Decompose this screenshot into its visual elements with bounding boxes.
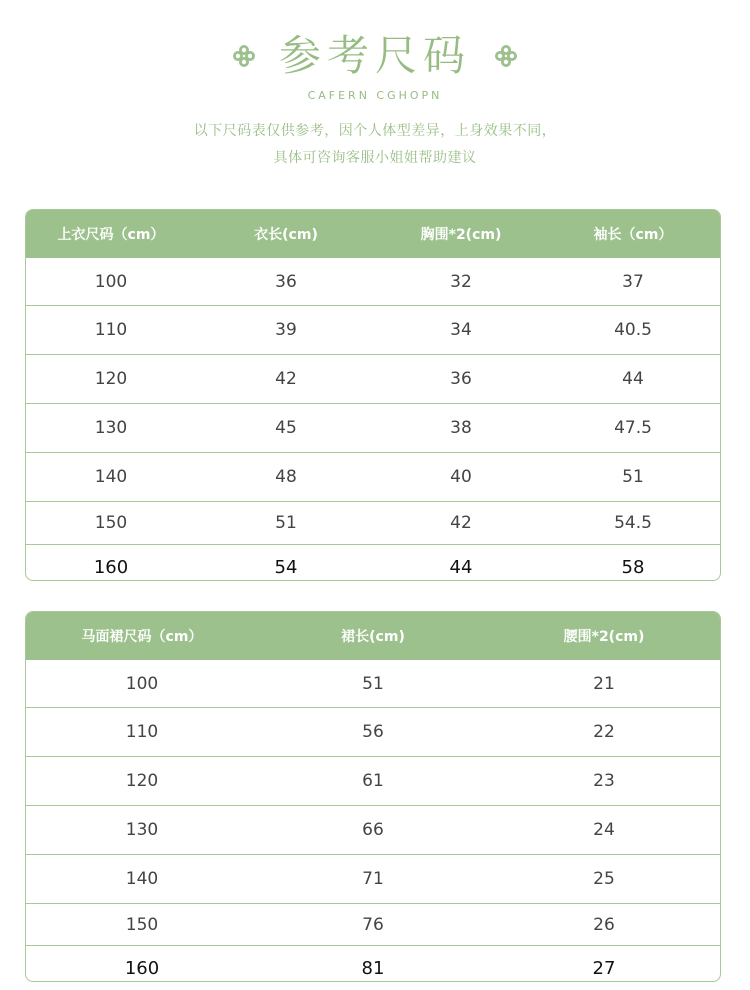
- skirt-table-header: [26, 612, 720, 660]
- skirt-table-body: [26, 660, 720, 982]
- table-row: [26, 660, 720, 707]
- column-header-chest: 胸围*2(cm): [420, 227, 502, 243]
- table-cell: 110: [125, 722, 159, 742]
- table-cell: 61: [362, 771, 384, 791]
- table-cell: 140: [94, 467, 128, 487]
- table-cell: 110: [94, 320, 128, 340]
- top-table-body: [26, 258, 720, 581]
- page-header: [0, 0, 750, 200]
- table-cell: 130: [125, 820, 159, 840]
- table-cell: 39: [275, 320, 297, 340]
- table-cell: 44: [622, 369, 644, 389]
- table-cell: 45: [275, 418, 297, 438]
- column-header-length: 衣长(cm): [254, 227, 318, 243]
- table-row: [26, 756, 720, 805]
- table-row: [26, 452, 720, 501]
- table-cell: 160: [124, 958, 160, 979]
- table-row: [26, 501, 720, 544]
- page-title: 参考尺码: [278, 31, 471, 80]
- page-subtitle: CAFERN CGHOPN: [307, 89, 443, 102]
- table-cell: 24: [593, 820, 615, 840]
- table-cell: 140: [125, 869, 159, 889]
- table-cell: 22: [593, 722, 615, 742]
- table-row: [26, 305, 720, 354]
- table-cell: 54: [274, 557, 298, 578]
- table-row: [26, 354, 720, 403]
- table-cell: 81: [361, 958, 385, 979]
- table-cell: 100: [125, 673, 159, 694]
- table-row: [26, 544, 720, 581]
- table-row: [26, 258, 720, 305]
- table-cell: 36: [450, 369, 472, 389]
- table-row: [26, 854, 720, 903]
- table-cell: 27: [592, 958, 616, 979]
- table-cell: 66: [362, 820, 384, 840]
- top-size-table: [25, 209, 721, 581]
- title-row: [0, 28, 750, 84]
- table-cell: 40: [450, 467, 472, 487]
- column-header-skirt-size: 马面裙尺码（cm）: [81, 629, 203, 645]
- table-cell: 21: [593, 673, 615, 694]
- table-row: [26, 945, 720, 982]
- table-cell: 120: [125, 771, 159, 791]
- clover-left-icon: [231, 43, 257, 69]
- column-header-sleeve: 袖长（cm）: [593, 227, 673, 243]
- table-cell: 51: [622, 467, 644, 487]
- table-cell: 56: [362, 722, 384, 742]
- table-cell: 51: [275, 513, 297, 533]
- table-cell: 25: [593, 869, 615, 889]
- table-cell: 58: [621, 557, 645, 578]
- description-line-2: 具体可咨询客服小姐姐帮助建议: [273, 150, 477, 166]
- table-cell: 150: [94, 513, 128, 533]
- table-cell: 51: [362, 673, 384, 694]
- table-cell: 38: [450, 418, 472, 438]
- description-line-1: 以下尺码表仅供参考，因个人体型差异，上身效果不同，: [193, 123, 557, 139]
- table-cell: 42: [450, 513, 472, 533]
- table-cell: 160: [93, 557, 129, 578]
- table-cell: 42: [275, 369, 297, 389]
- top-table-header: [26, 210, 720, 258]
- table-row: [26, 403, 720, 452]
- skirt-size-table: [25, 611, 721, 982]
- column-header-skirt-length: 裙长(cm): [341, 629, 405, 645]
- table-row: [26, 903, 720, 945]
- table-cell: 100: [94, 271, 128, 292]
- table-row: [26, 805, 720, 854]
- table-cell: 54.5: [614, 513, 652, 533]
- clover-right-icon: [493, 43, 519, 69]
- table-cell: 71: [362, 869, 384, 889]
- table-cell: 26: [593, 914, 615, 935]
- column-header-size: 上衣尺码（cm）: [57, 227, 165, 243]
- table-cell: 32: [450, 271, 472, 292]
- table-cell: 47.5: [614, 418, 652, 438]
- table-cell: 44: [449, 557, 473, 578]
- table-cell: 36: [275, 271, 297, 292]
- table-cell: 48: [275, 467, 297, 487]
- table-row: [26, 707, 720, 756]
- table-cell: 150: [125, 914, 159, 935]
- table-cell: 40.5: [614, 320, 652, 340]
- column-header-waist: 腰围*2(cm): [563, 629, 645, 645]
- table-cell: 130: [94, 418, 128, 438]
- table-cell: 76: [362, 914, 384, 935]
- table-cell: 23: [593, 771, 615, 791]
- table-cell: 34: [450, 320, 472, 340]
- table-cell: 37: [622, 271, 644, 292]
- table-cell: 120: [94, 369, 128, 389]
